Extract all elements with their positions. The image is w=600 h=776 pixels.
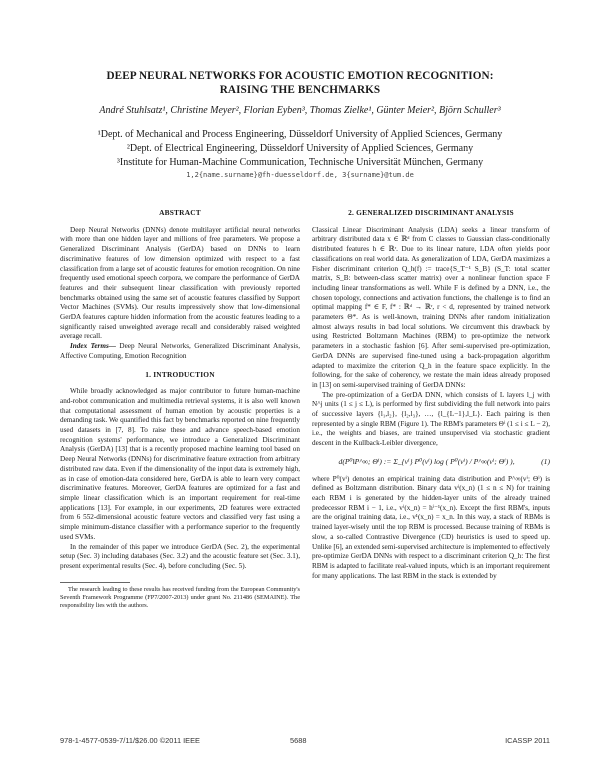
gda-paragraph-3: where P⁰(vⁱ) denotes an empirical training data distribution and P^∞(vⁱ; Θⁱ) is defined as Boltzmann distribution. Binary data vⁱ(x_n) (1 ≤ n ≤ N) for training each RBM i is generated by the hidden-layer units of the already trained predecessor RBM i − 1, i.e., vⁱ(x_n) = hⁱ⁻¹(x_n). Except the first RBM's, inputs are the original training data, i.e., v¹(x_n) = x_n. In this way, a stack of RBMs is trained layer-wisely until the top RBM is processed. Because training of RBMs is slow, a so-called Contrastive Divergence (CD) heuristics is used to speed up. Unlike [6], an extended semi-supervised architecture is implemented to effectively pre-optimize GerDA DNNs with respect to a discriminant criterion Q_h: The first RBM is adapted to facilitate real-valued inputs, which is an important requirement for many applications. The last RBM in the stack is extended by bbox=[312, 474, 550, 580]
equation-number: (1) bbox=[541, 456, 550, 466]
funding-footnote: The research leading to these results has received funding from the European Community's Seventh Framework Programme (FP7/2007-2013) under grant No. 211486 (SEMAINE). The responsibility lies with the authors. bbox=[60, 585, 300, 610]
equation-1 bbox=[312, 457, 550, 467]
equation-body: d(P⁰‖P^∞; Θⁱ) := Σ_{vⁱ} P⁰(vⁱ) log ( P⁰(vⁱ) / P^∞(vⁱ; Θⁱ) ), bbox=[338, 456, 515, 466]
author-emails: 1,2{name.surname}@fh-duesseldorf.de, 3{surname}@tum.de bbox=[186, 171, 414, 179]
gda-paragraph-2: The pre-optimization of a GerDA DNN, which consists of L layers l_j with N^j units (1 ≤ j ≤ L), is performed by first subdividing the full network into pairs of successive layers {l₁,l₂}, {l₂,l₃}, …, {l_{L−1},l_L}. Each pairing is then represented by a single RBM (Figure 1). The RBM's parameters Θⁱ (1 ≤ i ≤ L − 2), i.e., the weights and biases, are trained unsupervised via stochastic gradient descent in the Kullback-Leibler divergence, bbox=[312, 390, 550, 448]
abstract-text: Deep Neural Networks (DNNs) denote multilayer artificial neural networks with more than one hidden layer and millions of free parameters. We propose a Generalized Discriminant Analysis (GerDA) based on DNNs to learn discriminative features of low dimension optimized with respect to a fast classification from a large set of acoustic features for emotion recognition. On nine frequently used emotional speech corpora, we compare the performance of GerDA features and their subsequent linear classification with previously reported benchmarks obtained using the same set of acoustic features classified by Support Vector Machines (SVMs). Our results impressively show that low-dimensional GerDA features capture hidden information from the acoustic features leading to a significantly raised unweighted average recall and considerably raised weighted average recall. bbox=[60, 225, 300, 341]
title-line-1: DEEP NEURAL NETWORKS FOR ACOUSTIC EMOTION RECOGNITION: bbox=[106, 70, 494, 82]
paper-title bbox=[40, 70, 560, 97]
intro-paragraph-2: In the remainder of this paper we introduce GerDA (Sec. 2), the experimental setup (Sec. 3) including databases (Sec. 3.2) and the acoustic feature set (Sec. 3.1), present experimental results (Sec. 4), before concluding (Sec. 5). bbox=[60, 542, 300, 570]
gda-heading: 2. GENERALIZED DISCRIMINANT ANALYSIS bbox=[348, 208, 514, 217]
index-terms-label: Index Terms— bbox=[70, 342, 116, 351]
title-line-2: RAISING THE BENCHMARKS bbox=[219, 83, 381, 96]
right-column bbox=[312, 208, 550, 581]
affiliation-3: ³Institute for Human-Machine Communication, Technische Universität München, Germany bbox=[116, 157, 484, 168]
affiliations bbox=[30, 128, 570, 170]
footnote-rule bbox=[60, 582, 130, 583]
footer-page-number: 5688 bbox=[290, 736, 307, 745]
left-column bbox=[60, 208, 300, 611]
affiliation-2: ²Dept. of Electrical Engineering, Düsseldorf University of Applied Sciences, Germany bbox=[126, 143, 474, 154]
introduction-heading: 1. INTRODUCTION bbox=[145, 369, 215, 379]
index-terms bbox=[60, 342, 300, 361]
index-terms-text: Deep Neural Networks, Generalized Discriminant Analysis, Affective Computing, Emotion Recognition bbox=[60, 342, 300, 360]
footer-copyright: 978-1-4577-0539-7/11/$26.00 ©2011 IEEE bbox=[60, 736, 200, 745]
gda-paragraph-1: Classical Linear Discriminant Analysis (LDA) seeks a linear transform of arbitrary distributed data x ∈ ℝᵈ from C classes to Gaussian class-conditionally distributed features h ∈ ℝʳ. Due to its linear nature, LDA often yields poor classifications on real world data. As generalization of LDA, GerDA maximizes a Fisher discriminant criterion Q_h(f) := trace{S_T⁻¹ S_B} (S_T: total scatter matrix, S_B: between-class scatter matrix) over a nonlinear function space F including linear transformations as well. While F is defined by a DNN, i.e., the chosen topology, connections and activation functions, the challenge is to find an optimal mapping f* ∈ F, f* : ℝᵈ → ℝʳ, r < d, represented by trained network parameters Θ*. As is well-known, training DNNs after random initialization almost always results in bad local solutions. We circumvent this drawback by using Restricted Boltzmann Machines (RBM) to pre-optimize the network parameters in a stochastic fashion [6]. After semi-supervised pre-optimization, GerDA DNNs are supervised fine-tuned using a back-propagation algorithm adapted to maximize the criterion Q_h in the feature space explicitly. In the following, for the sake of coherency, we restate the main ideas already proposed in [13] on semi-supervised training of GerDA DNNs: bbox=[312, 225, 550, 389]
intro-paragraph-1: While broadly acknowledged as major contributor to future human-machine and-robot communication and multimedia retrieval systems, it is also well known that computational assessment of human emotion by acoustic properties is a demanding task. We quantified this fact by benchmarks reported on nine frequently used datasets in [7, 8]. To raise these and advance speech-based emotion recognition systems' performance, we introduce a Generalized Discriminant Analysis (GerDA) [13] that is a recently proposed machine learning tool based on Deep Neural Networks (DNNs) for discriminative feature extraction from arbitrary distributed raw data. Even if the dimensionality of the input data is extremely high, as in case of emotion-data considered here, GerDA is able to learn very compact discriminative features. Moreover, GerDA features are optimized for a fast and simple linear classification which is an important requirement for real-time applications [13]. For example, in our experiments, 2D features were extracted from 6 552-dimensional acoustic feature vectors and classified very fast using a simple minimum-distance classifier with a performance superior to the frequently used SVMs. bbox=[60, 387, 300, 541]
author-list: André Stuhlsatz¹, Christine Meyer², Florian Eyben³, Thomas Zielke¹, Günter Meier², Björn Schuller³ bbox=[99, 105, 501, 116]
footer-conference: ICASSP 2011 bbox=[505, 736, 550, 745]
abstract-heading: ABSTRACT bbox=[159, 208, 201, 217]
affiliation-1: ¹Dept. of Mechanical and Process Engineering, Düsseldorf University of Applied Sciences, Germany bbox=[97, 129, 503, 140]
